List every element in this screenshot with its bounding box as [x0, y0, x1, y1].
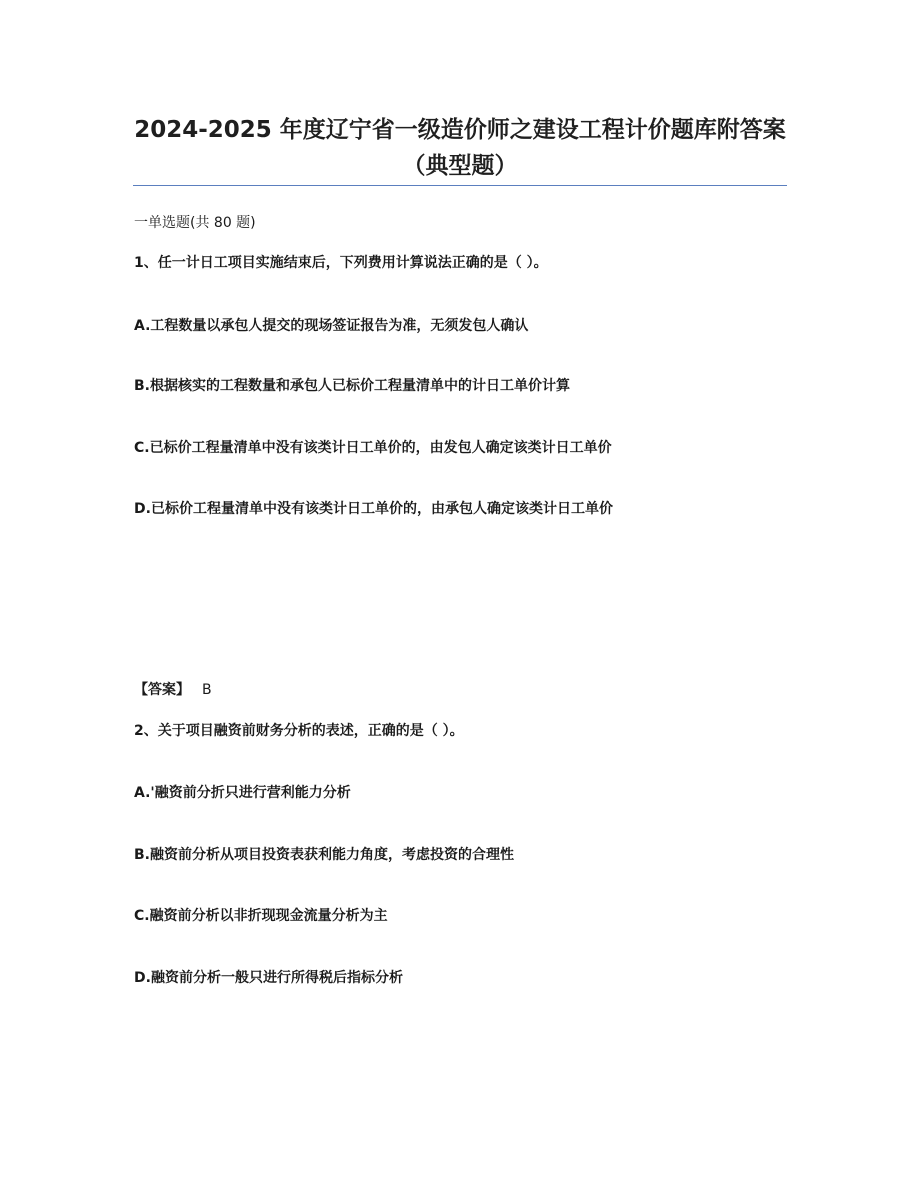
title-divider [133, 185, 787, 186]
question-2-stem: 2、关于项目融资前财务分析的表述，正确的是（ ）。 [134, 723, 464, 739]
question-2-option-b: B.融资前分析从项目投资表获利能力角度，考虑投资的合理性 [134, 847, 514, 863]
question-1-answer [134, 680, 212, 700]
answer-label: 【答案】 [134, 682, 190, 698]
question-2-option-a: A.'融资前分折只进行营利能力分析 [134, 785, 351, 801]
question-1-option-c: C.已标价工程量清单中没有该类计日工单价的，由发包人确定该类计日工单价 [134, 440, 612, 456]
question-1-option-d: D.已标价工程量清单中没有该类计日工单价的，由承包人确定该类计日工单价 [134, 501, 613, 517]
document-title: 2024-2025 年度辽宁省一级造价师之建设工程计价题库附答案（典型题） [134, 117, 786, 179]
question-1-option-a: A.工程数量以承包人提交的现场签证报告为准，无须发包人确认 [134, 318, 529, 334]
answer-value: B [202, 682, 212, 698]
section-heading: 一单选题(共 80 题) [134, 215, 256, 231]
question-1-option-b: B.根据核实的工程数量和承包人已标价工程量清单中的计日工单价计算 [134, 378, 570, 394]
question-2-option-c: C.融资前分析以非折现现金流量分析为主 [134, 908, 388, 924]
question-1-stem: 1、任一计日工项目实施结束后，下列费用计算说法正确的是（ ）。 [134, 255, 548, 271]
question-2-option-d: D.融资前分析一般只进行所得税后指标分析 [134, 970, 403, 986]
